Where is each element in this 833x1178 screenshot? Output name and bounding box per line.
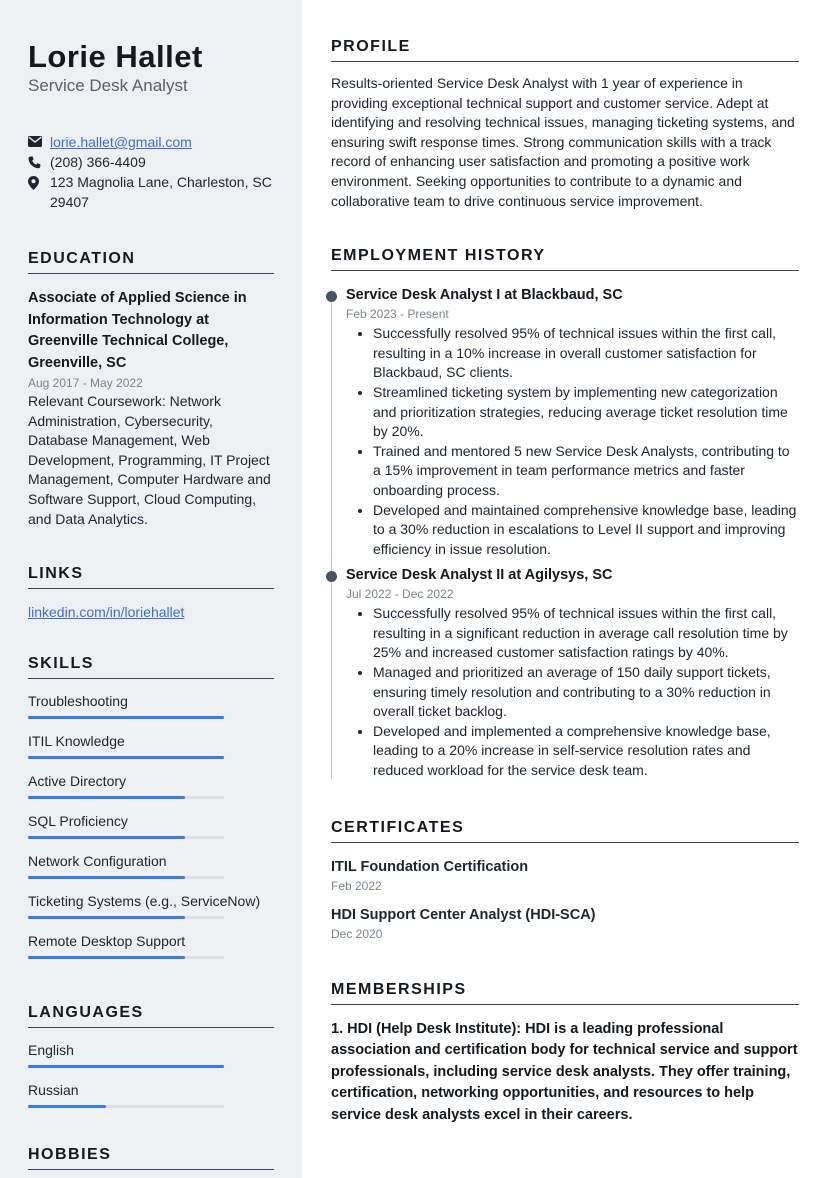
- education-description: Relevant Coursework: Network Administration, Cybersecurity, Database Management, Web Development, Programming, IT Project Management, Computer Hardware and Software Support, Cloud Computing, and Data Analytics.: [28, 393, 271, 527]
- links-section: [28, 565, 274, 620]
- hobbies-heading: HOBBIES: [28, 1146, 274, 1170]
- skill-name: ITIL Knowledge: [28, 733, 125, 750]
- education-section: [28, 250, 274, 529]
- profile-section: [331, 38, 799, 211]
- education-heading: EDUCATION: [28, 250, 274, 274]
- skill-name: Ticketing Systems (e.g., ServiceNow): [28, 893, 261, 910]
- skill-item: [28, 852, 274, 879]
- certificate-item: [331, 905, 799, 943]
- skill-name: Network Configuration: [28, 853, 167, 870]
- skill-item: [28, 732, 274, 759]
- job-bullet: • Successfully resolved 95% of technical issues within the first call, resulting in a 10% increase in overall customer satisfaction for Blackbaud, SC clients.: [373, 324, 799, 383]
- skill-name: Remote Desktop Support: [28, 933, 186, 950]
- job-bullet: • Developed and maintained comprehensive knowledge base, leading to a 30% reduction in escalations to Level II support and improving efficiency in issue resolution.: [373, 501, 799, 560]
- contact-phone-row: [28, 152, 274, 172]
- level-bar: [28, 916, 224, 919]
- level-bar-fill: [28, 876, 185, 879]
- job-bullet: • Developed and implemented a comprehensive knowledge base, leading to a 20% increase in self-service resolution rates and reduced workload for the service desk team.: [373, 722, 799, 781]
- level-bar-fill: [28, 796, 185, 799]
- phone-number: (208) 366-4409: [50, 154, 146, 170]
- languages-section: [28, 1004, 274, 1108]
- employment-heading: EMPLOYMENT HISTORY: [331, 247, 799, 271]
- timeline-dot: [326, 571, 337, 582]
- links-heading: LINKS: [28, 565, 274, 589]
- employment-section: [331, 247, 799, 780]
- education-degree: Associate of Applied Science in Information Technology at Greenville Technical College, Greenville, SC: [28, 290, 247, 371]
- skill-name: Troubleshooting: [28, 693, 128, 710]
- language-item: [28, 1041, 274, 1068]
- memberships-section: [331, 981, 799, 1127]
- language-name: English: [28, 1042, 74, 1059]
- job-title: Service Desk Analyst I at Blackbaud, SC: [346, 287, 623, 304]
- skill-item: [28, 892, 274, 919]
- profile-heading: PROFILE: [331, 38, 799, 62]
- level-bar-fill: [28, 1065, 224, 1068]
- certificate-name: ITIL Foundation Certification: [331, 858, 529, 875]
- contact-email-row: [28, 132, 274, 152]
- profile-text: Results-oriented Service Desk Analyst with 1 year of experience in providing exceptional technical support and customer service. Adept at identifying and resolving technical issues, managing ticketing systems, and ensuring swift response times. Strong communication skills with a track record of enhancing user satisfaction and promoting a positive work environment. Seeking opportunities to contribute to a dynamic and collaborative team to drive continuous service improvement.: [331, 75, 795, 209]
- level-bar: [28, 1065, 224, 1068]
- hobbies-section: [28, 1146, 274, 1170]
- job-bullet: • Streamlined ticketing system by implementing new categorization and prioritization strategies, reducing average ticket resolution time by 20%.: [373, 383, 799, 442]
- contact-address-row: [28, 172, 274, 212]
- skill-name: SQL Proficiency: [28, 813, 128, 830]
- memberships-heading: MEMBERSHIPS: [331, 981, 799, 1005]
- skill-item: [28, 812, 274, 839]
- candidate-name: Lorie Hallet: [28, 39, 203, 74]
- level-bar-fill: [28, 716, 224, 719]
- map-pin-icon: [28, 172, 50, 190]
- level-bar: [28, 1105, 224, 1108]
- languages-heading: LANGUAGES: [28, 1004, 274, 1028]
- skill-item: [28, 692, 274, 719]
- job-title: Service Desk Analyst II at Agilysys, SC: [346, 567, 613, 584]
- main-content: [331, 0, 799, 1178]
- level-bar: [28, 716, 224, 719]
- level-bar: [28, 796, 224, 799]
- job-entry: [346, 285, 799, 559]
- timeline-dot: [326, 291, 337, 302]
- education-dates: Aug 2017 - May 2022: [28, 376, 143, 390]
- job-bullets: [346, 604, 799, 780]
- certificate-date: Feb 2022: [331, 878, 382, 893]
- job-dates: Feb 2023 - Present: [346, 307, 449, 322]
- contact-details: [28, 132, 274, 212]
- level-bar: [28, 756, 224, 759]
- job-bullet: • Successfully resolved 95% of technical issues within the first call, resulting in a significant reduction in average call resolution time by 25% and increased customer satisfaction ratings by 40%.: [373, 604, 799, 663]
- email-link[interactable]: lorie.hallet@gmail.com: [50, 134, 192, 150]
- job-entry: [346, 565, 799, 780]
- certificates-heading: CERTIFICATES: [331, 819, 799, 843]
- skill-item: [28, 772, 274, 799]
- level-bar: [28, 956, 224, 959]
- envelope-icon: [28, 132, 50, 147]
- phone-icon: [28, 152, 50, 169]
- skills-heading: SKILLS: [28, 655, 274, 679]
- job-bullets: [346, 324, 799, 559]
- linkedin-link[interactable]: linkedin.com/in/loriehallet: [28, 604, 185, 621]
- job-dates: Jul 2022 - Dec 2022: [346, 587, 454, 602]
- skill-item: [28, 932, 274, 959]
- certificate-item: [331, 857, 799, 895]
- certificate-name: HDI Support Center Analyst (HDI-SCA): [331, 906, 596, 923]
- level-bar: [28, 876, 224, 879]
- job-bullet: • Managed and prioritized an average of 150 daily support tickets, ensuring timely resolution and contributing to a 30% reduction in overall ticket backlog.: [373, 663, 799, 722]
- skill-name: Active Directory: [28, 773, 127, 790]
- employment-timeline: [331, 285, 799, 780]
- memberships-text: 1. HDI (Help Desk Institute): HDI is a leading professional association and certification body for technical service and support professionals, including service desk analysts. They offer training, certification, networking opportunities, and resources to help service desk analysts excel in their careers.: [331, 1020, 798, 1123]
- sidebar: [0, 0, 302, 1178]
- level-bar-fill: [28, 1105, 106, 1108]
- level-bar-fill: [28, 756, 224, 759]
- language-item: [28, 1081, 274, 1108]
- level-bar-fill: [28, 956, 185, 959]
- address: 123 Magnolia Lane, Charleston, SC 29407: [50, 174, 272, 210]
- skills-section: [28, 655, 274, 959]
- level-bar-fill: [28, 836, 185, 839]
- language-name: Russian: [28, 1082, 79, 1099]
- candidate-role: Service Desk Analyst: [28, 76, 188, 95]
- level-bar-fill: [28, 916, 185, 919]
- certificate-date: Dec 2020: [331, 926, 383, 941]
- certificates-section: [331, 819, 799, 943]
- job-bullet: • Trained and mentored 5 new Service Desk Analysts, contributing to a 15% improvement in team performance metrics and faster onboarding process.: [373, 442, 799, 501]
- level-bar: [28, 836, 224, 839]
